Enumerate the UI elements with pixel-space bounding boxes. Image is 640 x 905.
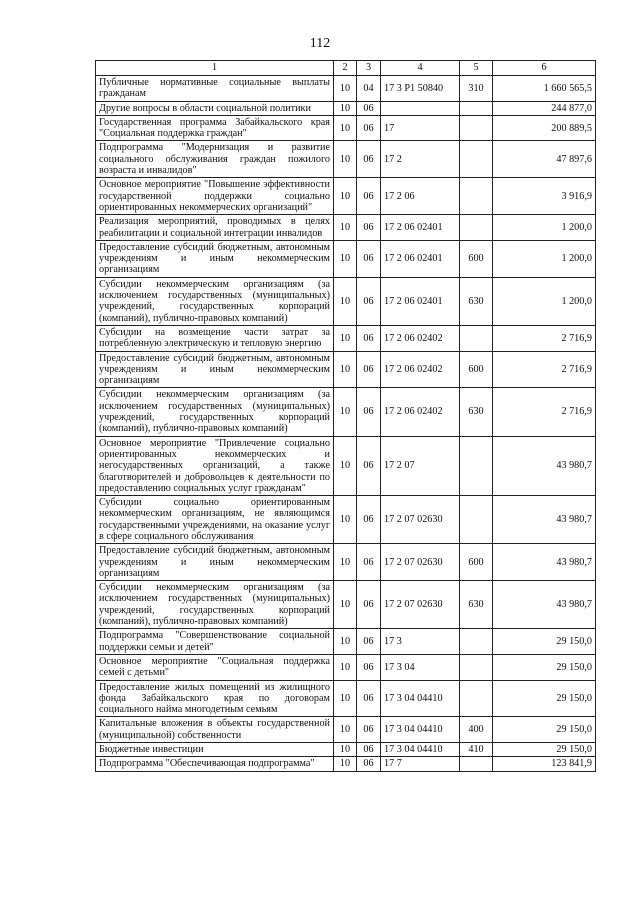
cell-amount: 47 897,6: [493, 141, 596, 178]
cell-name: Субсидии социально ориентированным некоммерческим организациям, не являющимся государственными учреждениями, на оказание услуг в сфере социального обслуживания: [96, 496, 334, 544]
cell-target-article: 17 3 04 04410: [381, 680, 460, 717]
cell-amount: 244 877,0: [493, 101, 596, 115]
cell-section: 10: [334, 215, 357, 241]
cell-target-article: [381, 101, 460, 115]
cell-name: Предоставление жилых помещений из жилищного фонда Забайкальского края по договорам социального найма многодетным семьям: [96, 680, 334, 717]
table-row: [96, 496, 596, 544]
cell-amount: 43 980,7: [493, 544, 596, 581]
table-row: [96, 757, 596, 771]
table-row: [96, 76, 596, 102]
cell-amount: 43 980,7: [493, 581, 596, 629]
cell-subsection: 06: [357, 654, 381, 680]
cell-target-article: 17: [381, 115, 460, 141]
cell-amount: 29 150,0: [493, 629, 596, 655]
cell-name: Капитальные вложения в объекты государственной (муниципальной) собственности: [96, 717, 334, 743]
cell-subsection: 06: [357, 629, 381, 655]
table-row: [96, 277, 596, 325]
cell-section: 10: [334, 680, 357, 717]
cell-amount: 43 980,7: [493, 496, 596, 544]
cell-subsection: 06: [357, 101, 381, 115]
cell-name: Предоставление субсидий бюджетным, автономным учреждениям и иным некоммерческим организациям: [96, 240, 334, 277]
cell-expense-type: [460, 496, 493, 544]
cell-amount: 29 150,0: [493, 743, 596, 757]
table-row: [96, 215, 596, 241]
cell-target-article: 17 2 07 02630: [381, 544, 460, 581]
cell-expense-type: [460, 141, 493, 178]
cell-target-article: 17 2 07: [381, 436, 460, 495]
cell-target-article: 17 7: [381, 757, 460, 771]
table-row: [96, 581, 596, 629]
cell-expense-type: [460, 680, 493, 717]
cell-section: 10: [334, 496, 357, 544]
cell-section: 10: [334, 351, 357, 388]
cell-amount: 43 980,7: [493, 436, 596, 495]
table-row: [96, 388, 596, 436]
cell-subsection: 06: [357, 277, 381, 325]
cell-subsection: 06: [357, 757, 381, 771]
cell-target-article: 17 2: [381, 141, 460, 178]
table-row: [96, 436, 596, 495]
cell-name: Основное мероприятие "Повышение эффективности государственной поддержки социально ориентированных некоммерческих организаций": [96, 178, 334, 215]
cell-target-article: 17 2 06 02402: [381, 325, 460, 351]
cell-expense-type: 600: [460, 544, 493, 581]
cell-target-article: 17 2 06: [381, 178, 460, 215]
cell-section: 10: [334, 277, 357, 325]
cell-name: Основное мероприятие "Социальная поддержка семей с детьми": [96, 654, 334, 680]
cell-subsection: 06: [357, 496, 381, 544]
table-row: [96, 115, 596, 141]
header-cell-target-article: 4: [381, 61, 460, 76]
cell-amount: 200 889,5: [493, 115, 596, 141]
cell-section: 10: [334, 388, 357, 436]
cell-section: 10: [334, 629, 357, 655]
cell-expense-type: 630: [460, 388, 493, 436]
cell-section: 10: [334, 178, 357, 215]
table-row: [96, 544, 596, 581]
cell-subsection: 06: [357, 743, 381, 757]
cell-subsection: 06: [357, 680, 381, 717]
cell-expense-type: 630: [460, 277, 493, 325]
cell-expense-type: [460, 178, 493, 215]
cell-name: Другие вопросы в области социальной политики: [96, 101, 334, 115]
cell-expense-type: [460, 215, 493, 241]
cell-target-article: 17 2 07 02630: [381, 496, 460, 544]
cell-expense-type: 310: [460, 76, 493, 102]
cell-section: 10: [334, 544, 357, 581]
table-row: [96, 240, 596, 277]
cell-section: 10: [334, 654, 357, 680]
cell-amount: 1 200,0: [493, 215, 596, 241]
cell-amount: 1 660 565,5: [493, 76, 596, 102]
header-row: [96, 61, 596, 76]
cell-amount: 2 716,9: [493, 388, 596, 436]
cell-name: Субсидии некоммерческим организациям (за исключением государственных (муниципальных) учреждений, государственных корпораций (компаний), публично-правовых компаний): [96, 277, 334, 325]
cell-expense-type: 630: [460, 581, 493, 629]
cell-subsection: 06: [357, 351, 381, 388]
cell-amount: 29 150,0: [493, 680, 596, 717]
cell-target-article: 17 2 06 02402: [381, 351, 460, 388]
cell-section: 10: [334, 717, 357, 743]
cell-name: Субсидии на возмещение части затрат за потребленную электрическую и тепловую энергию: [96, 325, 334, 351]
cell-section: 10: [334, 76, 357, 102]
cell-name: Подпрограмма "Модернизация и развитие социального обслуживания граждан пожилого возраста и инвалидов": [96, 141, 334, 178]
cell-section: 10: [334, 436, 357, 495]
table-row: [96, 351, 596, 388]
cell-name: Реализация мероприятий, проводимых в целях реабилитации и социальной интеграции инвалидов: [96, 215, 334, 241]
cell-section: 10: [334, 115, 357, 141]
cell-amount: 1 200,0: [493, 240, 596, 277]
cell-target-article: 17 3 04: [381, 654, 460, 680]
cell-amount: 2 716,9: [493, 351, 596, 388]
table-row: [96, 717, 596, 743]
cell-target-article: 17 2 06 02401: [381, 240, 460, 277]
cell-subsection: 06: [357, 240, 381, 277]
table-row: [96, 141, 596, 178]
cell-subsection: 06: [357, 436, 381, 495]
cell-subsection: 06: [357, 178, 381, 215]
cell-subsection: 06: [357, 717, 381, 743]
header-cell-name: 1: [96, 61, 334, 76]
table-row: [96, 743, 596, 757]
cell-name: Публичные нормативные социальные выплаты гражданам: [96, 76, 334, 102]
cell-target-article: 17 3 Р1 50840: [381, 76, 460, 102]
cell-expense-type: 400: [460, 717, 493, 743]
cell-target-article: 17 2 07 02630: [381, 581, 460, 629]
cell-name: Предоставление субсидий бюджетным, автономным учреждениям и иным некоммерческим организациям: [96, 544, 334, 581]
table-row: [96, 325, 596, 351]
cell-expense-type: [460, 115, 493, 141]
cell-name: Подпрограмма "Обеспечивающая подпрограмма": [96, 757, 334, 771]
cell-expense-type: [460, 325, 493, 351]
table-row: [96, 654, 596, 680]
cell-section: 10: [334, 101, 357, 115]
cell-target-article: 17 3 04 04410: [381, 743, 460, 757]
cell-expense-type: 410: [460, 743, 493, 757]
cell-subsection: 06: [357, 141, 381, 178]
cell-expense-type: [460, 436, 493, 495]
table-body: [96, 76, 596, 772]
page-number: 112: [309, 36, 331, 51]
cell-target-article: 17 3 04 04410: [381, 717, 460, 743]
cell-expense-type: [460, 654, 493, 680]
cell-target-article: 17 2 06 02401: [381, 215, 460, 241]
cell-subsection: 06: [357, 544, 381, 581]
cell-subsection: 06: [357, 388, 381, 436]
cell-target-article: 17 2 06 02401: [381, 277, 460, 325]
table-row: [96, 101, 596, 115]
cell-amount: 123 841,9: [493, 757, 596, 771]
cell-expense-type: [460, 101, 493, 115]
cell-section: 10: [334, 240, 357, 277]
cell-name: Субсидии некоммерческим организациям (за исключением государственных (муниципальных) учреждений, государственных корпораций (компаний), публично-правовых компаний): [96, 388, 334, 436]
cell-subsection: 06: [357, 325, 381, 351]
cell-section: 10: [334, 141, 357, 178]
cell-subsection: 04: [357, 76, 381, 102]
cell-amount: 29 150,0: [493, 717, 596, 743]
header-cell-subsection: 3: [357, 61, 381, 76]
cell-subsection: 06: [357, 581, 381, 629]
budget-table: [95, 60, 596, 772]
cell-expense-type: [460, 629, 493, 655]
cell-expense-type: 600: [460, 351, 493, 388]
cell-section: 10: [334, 743, 357, 757]
header-cell-expense-type: 5: [460, 61, 493, 76]
cell-section: 10: [334, 757, 357, 771]
cell-amount: 3 916,9: [493, 178, 596, 215]
cell-subsection: 06: [357, 215, 381, 241]
cell-name: Бюджетные инвестиции: [96, 743, 334, 757]
cell-name: Основное мероприятие "Привлечение социально ориентированных некоммерческих и негосударственных организаций, а также благотворителей и добровольцев к деятельности по предоставлению социальных услуг гражданам": [96, 436, 334, 495]
cell-expense-type: 600: [460, 240, 493, 277]
cell-amount: 2 716,9: [493, 325, 596, 351]
cell-name: Подпрограмма "Совершенствование социальной поддержки семьи и детей": [96, 629, 334, 655]
table-row: [96, 680, 596, 717]
cell-name: Субсидии некоммерческим организациям (за исключением государственных (муниципальных) учреждений, государственных корпораций (компаний), публично-правовых компаний): [96, 581, 334, 629]
cell-name: Государственная программа Забайкальского края "Социальная поддержка граждан": [96, 115, 334, 141]
cell-section: 10: [334, 581, 357, 629]
table-row: [96, 629, 596, 655]
cell-subsection: 06: [357, 115, 381, 141]
header-cell-section: 2: [334, 61, 357, 76]
cell-amount: 29 150,0: [493, 654, 596, 680]
cell-target-article: 17 3: [381, 629, 460, 655]
cell-expense-type: [460, 757, 493, 771]
cell-name: Предоставление субсидий бюджетным, автономным учреждениям и иным некоммерческим организациям: [96, 351, 334, 388]
cell-amount: 1 200,0: [493, 277, 596, 325]
table-row: [96, 178, 596, 215]
header-cell-amount: 6: [493, 61, 596, 76]
cell-section: 10: [334, 325, 357, 351]
cell-target-article: 17 2 06 02402: [381, 388, 460, 436]
